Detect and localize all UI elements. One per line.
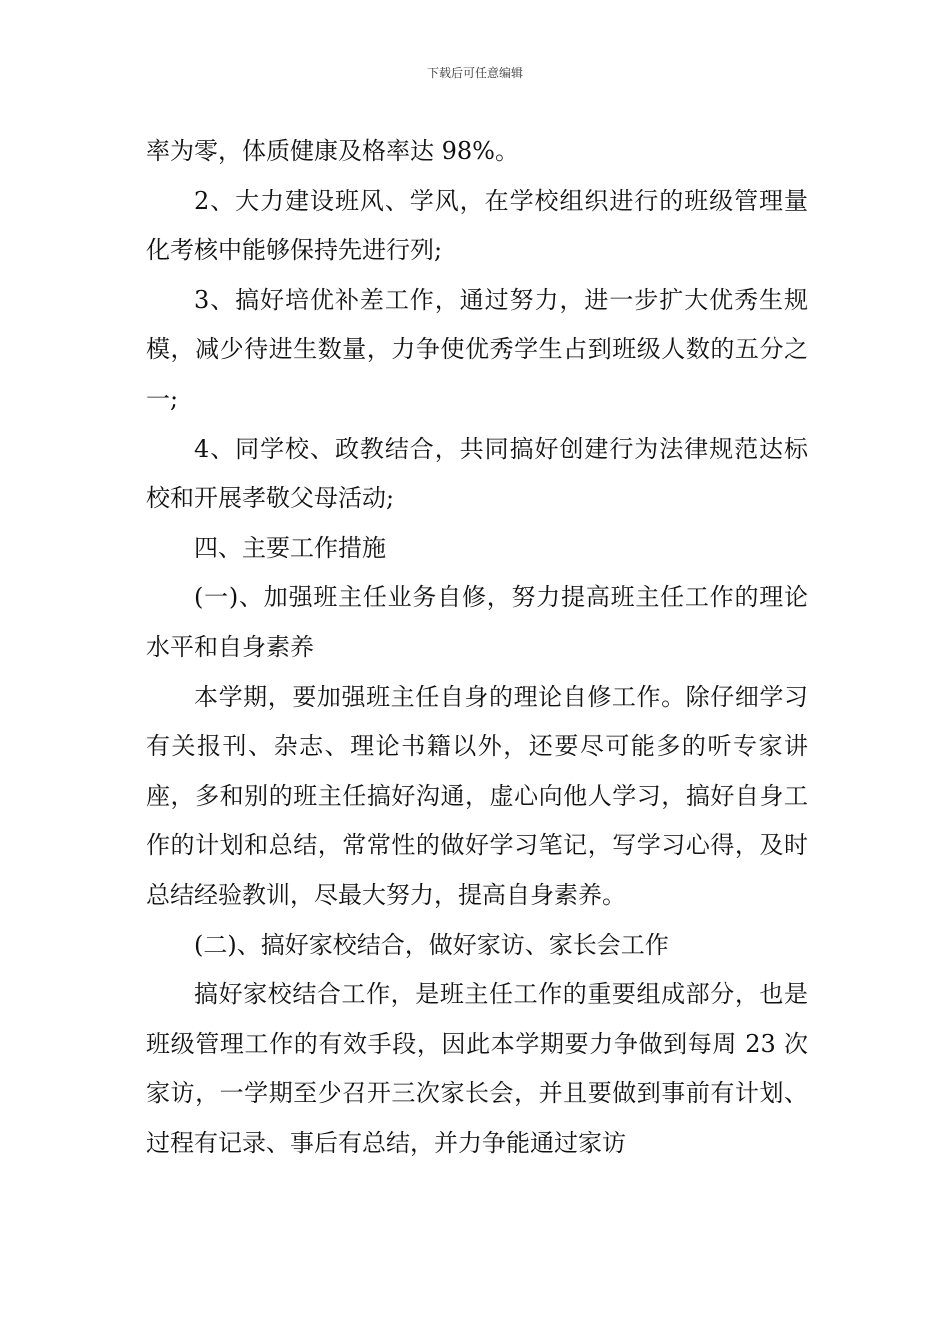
paragraph-continuation: 率为零，体质健康及格率达 98%。 bbox=[146, 137, 519, 165]
page-header: 下载后可任意编辑 bbox=[426, 66, 523, 80]
paragraph-goal-2: 2、大力建设班风、学风，在学校组织进行的班级管理量化考核中能够保持先进行列; bbox=[146, 186, 808, 265]
paragraph-goal-4: 4、同学校、政教结合，共同搞好创建行为法律规范达标校和开展孝敬父母活动; bbox=[146, 434, 808, 513]
subheading-home-school: (二)、搞好家校结合，做好家访、家长会工作 bbox=[194, 930, 669, 959]
paragraph-goal-3: 3、搞好培优补差工作，通过努力，进一步扩大优秀生规模，减少待进生数量，力争使优秀学生占到班级人数的五分之一; bbox=[146, 285, 808, 413]
paragraph-home-school: 搞好家校结合工作，是班主任工作的重要组成部分，也是班级管理工作的有效手段，因此本学期要力争做到每周 23 次家访，一学期至少召开三次家长会，并且要做到事前有计划、过程有记录、事后有总结，并力争能通过家访 bbox=[146, 980, 808, 1157]
subheading-self-study: (一)、加强班主任业务自修，努力提高班主任工作的理论水平和自身素养 bbox=[146, 583, 808, 661]
document-body bbox=[146, 127, 808, 1168]
paragraph-self-study: 本学期，要加强班主任自身的理论自修工作。除仔细学习有关报刊、杂志、理论书籍以外，还要尽可能多的听专家讲座，多和别的班主任搞好沟通，虚心向他人学习，搞好自身工作的计划和总结，常常性的做好学习笔记，写学习心得，及时总结经验教训，尽最大努力，提高自身素养。 bbox=[146, 682, 808, 909]
section-heading-measures: 四、主要工作措施 bbox=[194, 533, 386, 562]
